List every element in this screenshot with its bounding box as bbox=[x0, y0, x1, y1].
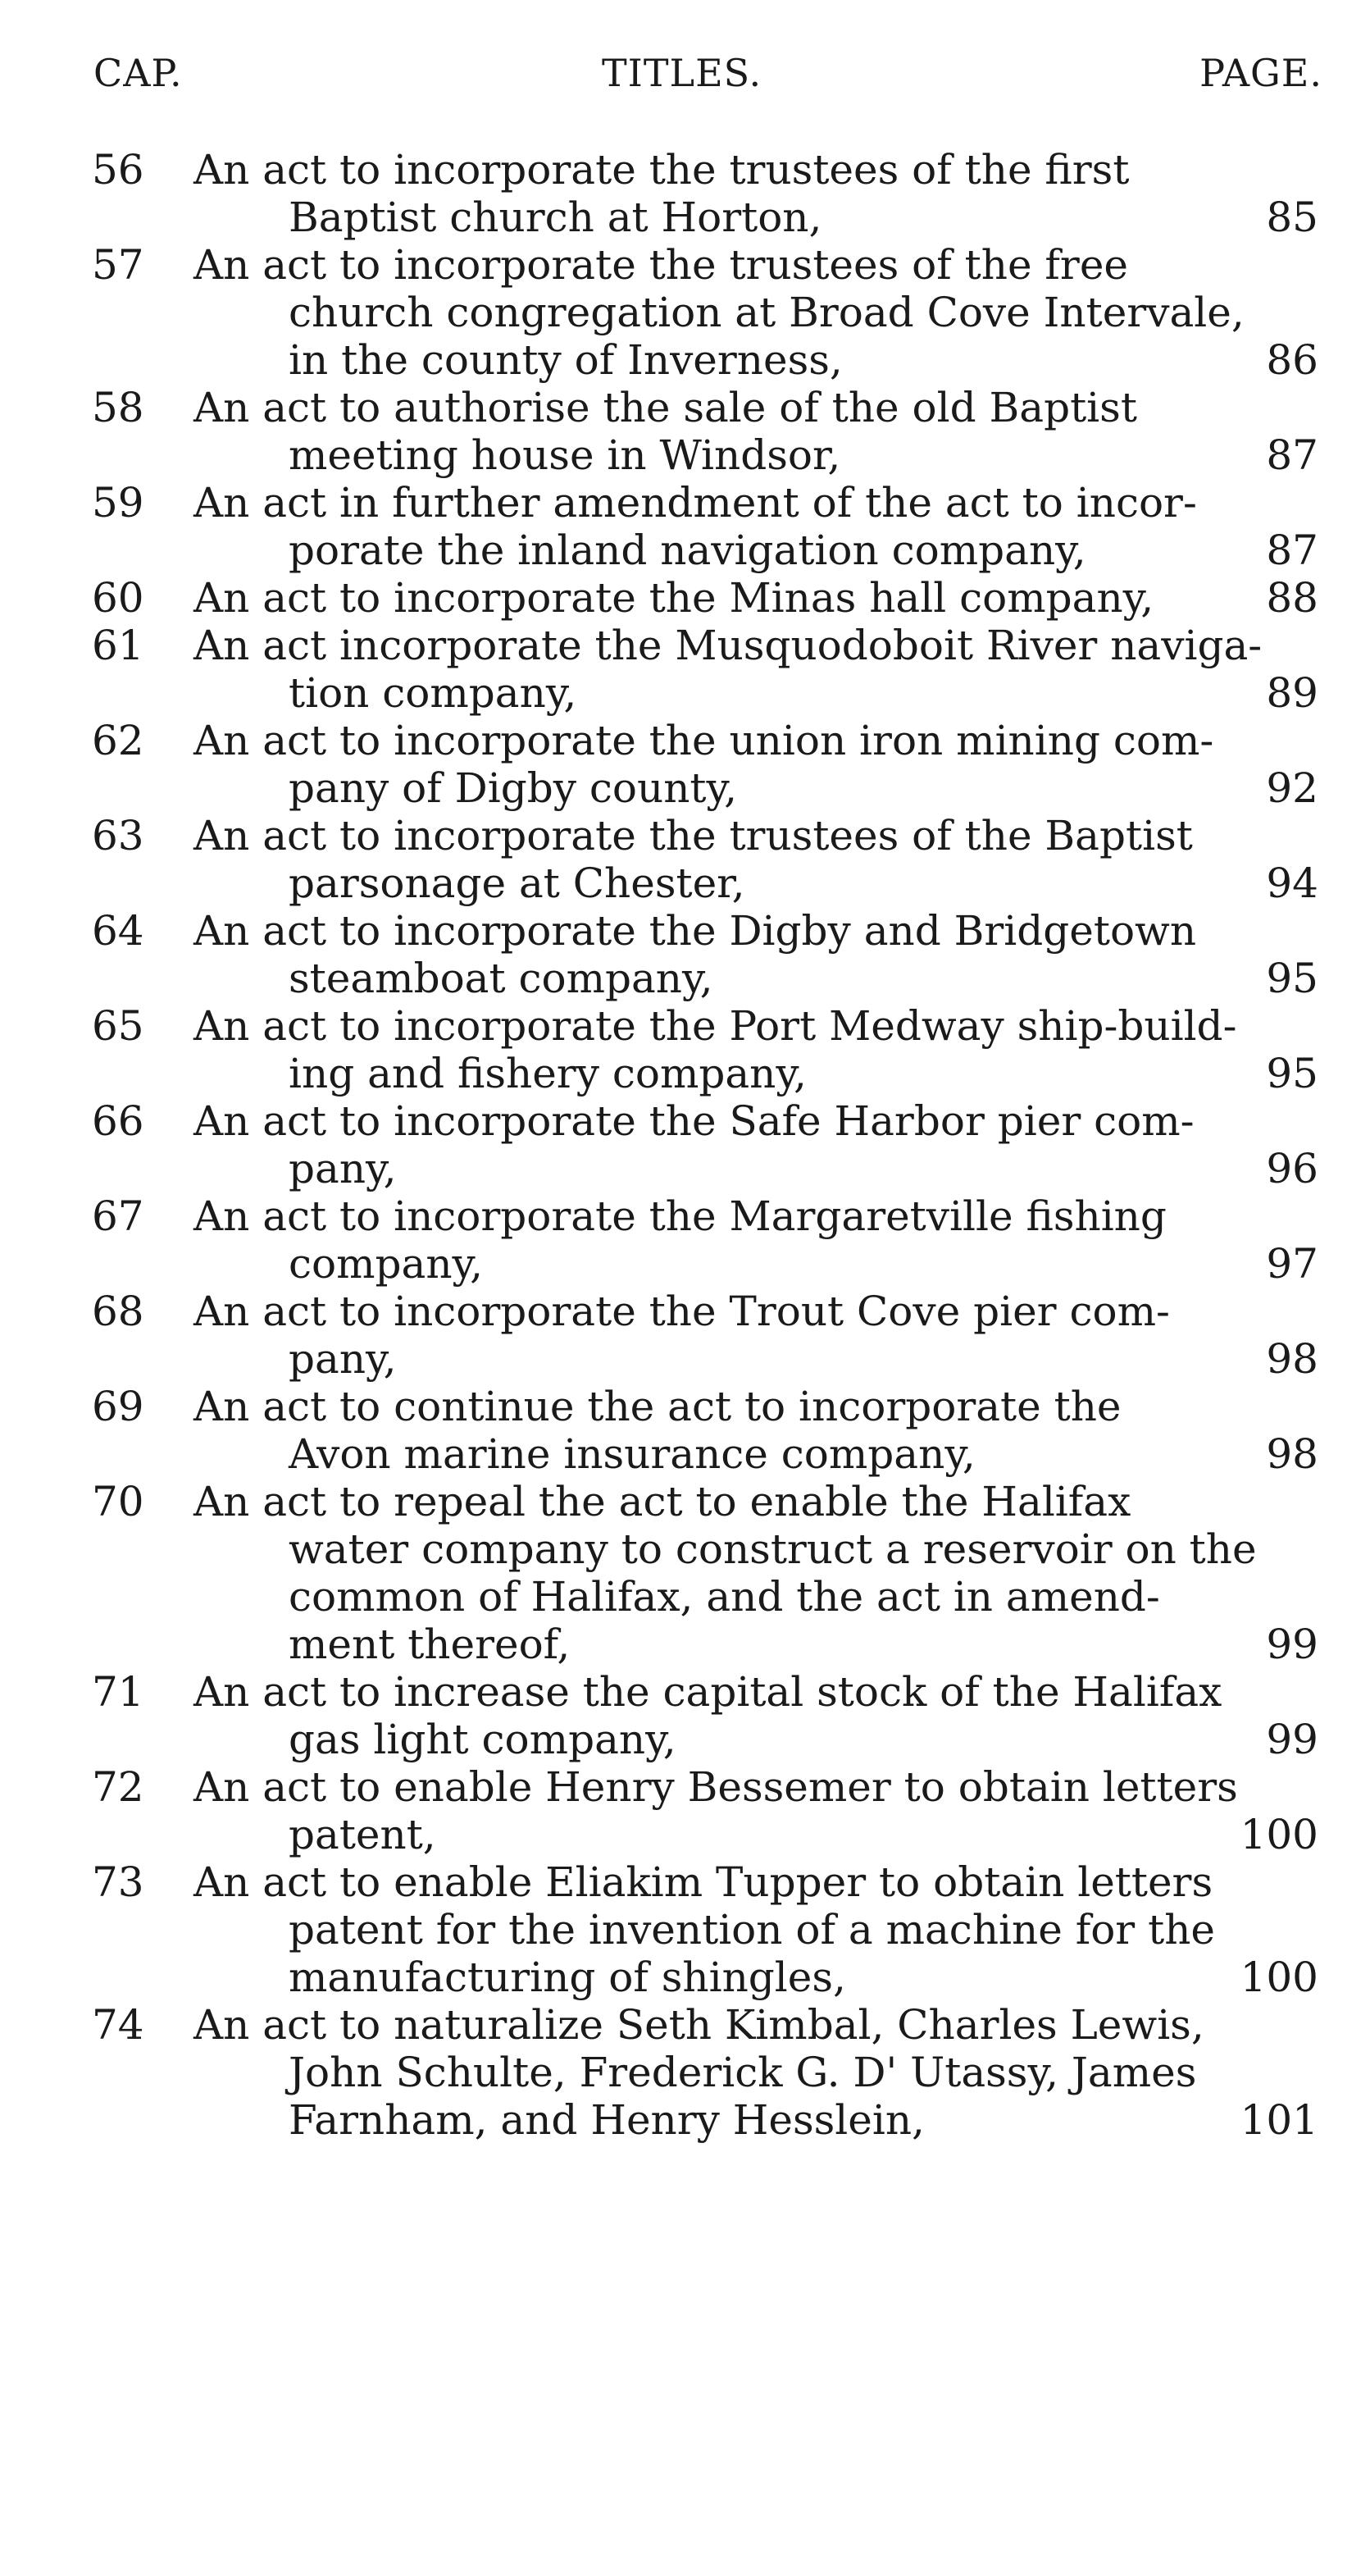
cap-number: 60 bbox=[92, 574, 144, 622]
title-line: company, bbox=[289, 1240, 484, 1288]
cap-number: 57 bbox=[92, 241, 144, 289]
title-line: An act to incorporate the Minas hall company, bbox=[193, 574, 1154, 622]
act-title bbox=[193, 1383, 1186, 1478]
list-item bbox=[89, 1858, 1318, 2001]
cap-number: 65 bbox=[92, 1002, 144, 1050]
list-item bbox=[89, 1383, 1318, 1478]
title-line: porate the inland navigation company, bbox=[289, 527, 1086, 574]
page-number: 98 bbox=[1266, 1430, 1318, 1478]
table-header bbox=[93, 51, 1322, 108]
page-number: 87 bbox=[1266, 527, 1318, 574]
list-item bbox=[89, 479, 1318, 574]
act-title bbox=[193, 1192, 1186, 1288]
cap-number: 58 bbox=[92, 384, 144, 431]
page-number: 99 bbox=[1266, 1621, 1318, 1668]
title-line: ment thereof, bbox=[289, 1621, 571, 1668]
title-line: patent for the invention of a machine for the bbox=[289, 1906, 1215, 1954]
title-line: An act to continue the act to incorporate the bbox=[193, 1383, 1122, 1430]
list-item bbox=[89, 241, 1318, 384]
title-line: An act in further amendment of the act to incor- bbox=[193, 479, 1197, 527]
title-line: pany, bbox=[289, 1145, 397, 1192]
act-title bbox=[193, 1858, 1215, 2001]
cap-number: 63 bbox=[92, 812, 144, 859]
list-item bbox=[89, 1763, 1318, 1858]
act-title bbox=[193, 622, 1263, 717]
cap-number: 59 bbox=[92, 479, 144, 527]
title-line: ing and fishery company, bbox=[289, 1050, 807, 1097]
title-line: common of Halifax, and the act in amend- bbox=[289, 1573, 1160, 1621]
header-page: PAGE. bbox=[1199, 51, 1322, 95]
act-title bbox=[193, 146, 1186, 241]
title-line: An act to incorporate the trustees of the free bbox=[193, 241, 1129, 289]
page-number: 100 bbox=[1240, 1954, 1318, 2001]
title-line: steamboat company, bbox=[289, 955, 713, 1002]
list-item bbox=[89, 1668, 1318, 1763]
cap-number: 71 bbox=[92, 1668, 144, 1716]
title-line: pany, bbox=[289, 1335, 397, 1383]
page-number: 94 bbox=[1266, 859, 1318, 907]
list-item bbox=[89, 146, 1318, 241]
cap-number: 67 bbox=[92, 1192, 144, 1240]
cap-number: 72 bbox=[92, 1763, 144, 1811]
title-line: An act to increase the capital stock of the Halifax bbox=[193, 1668, 1222, 1716]
title-line: An act to incorporate the Port Medway ship-build- bbox=[193, 1002, 1237, 1050]
list-item bbox=[89, 1478, 1318, 1668]
page-number: 95 bbox=[1266, 955, 1318, 1002]
title-line: An act to enable Henry Bessemer to obtain letters bbox=[193, 1763, 1238, 1811]
act-title bbox=[193, 1288, 1186, 1383]
list-item bbox=[89, 1097, 1318, 1192]
title-line: pany of Digby county, bbox=[289, 764, 737, 812]
cap-number: 70 bbox=[92, 1478, 144, 1525]
cap-number: 56 bbox=[92, 146, 144, 194]
header-cap: CAP. bbox=[93, 51, 183, 95]
page-number: 99 bbox=[1266, 1716, 1318, 1763]
title-line: An act to repeal the act to enable the Halifax bbox=[193, 1478, 1131, 1525]
page-number: 101 bbox=[1240, 2096, 1318, 2144]
title-line: An act to incorporate the Trout Cove pier com- bbox=[193, 1288, 1170, 1335]
act-title bbox=[193, 812, 1193, 907]
page-number: 86 bbox=[1266, 336, 1318, 384]
cap-number: 73 bbox=[92, 1858, 144, 1906]
title-line: An act to incorporate the trustees of the first bbox=[193, 146, 1130, 194]
page-number: 85 bbox=[1266, 194, 1318, 241]
title-line: An act to authorise the sale of the old Baptist bbox=[193, 384, 1137, 431]
entries-list bbox=[89, 146, 1318, 2144]
title-line: water company to construct a reservoir on the bbox=[289, 1525, 1257, 1573]
list-item bbox=[89, 1288, 1318, 1383]
cap-number: 64 bbox=[92, 907, 144, 955]
title-line: manufacturing of shingles, bbox=[289, 1954, 846, 2001]
header-titles: TITLES. bbox=[602, 51, 762, 95]
act-title bbox=[193, 2001, 1204, 2144]
page-number: 100 bbox=[1240, 1811, 1318, 1858]
page-number: 89 bbox=[1266, 669, 1318, 717]
title-line: in the county of Inverness, bbox=[289, 336, 843, 384]
page-number: 88 bbox=[1266, 574, 1318, 622]
cap-number: 74 bbox=[92, 2001, 144, 2049]
title-line: gas light company, bbox=[289, 1716, 676, 1763]
title-line: An act to enable Eliakim Tupper to obtain letters bbox=[193, 1858, 1213, 1906]
title-line: An act to incorporate the union iron mining com- bbox=[193, 717, 1214, 764]
act-title bbox=[193, 1763, 1238, 1858]
act-title bbox=[193, 384, 1186, 479]
act-title bbox=[193, 1002, 1237, 1097]
page-number: 98 bbox=[1266, 1335, 1318, 1383]
cap-number: 69 bbox=[92, 1383, 144, 1430]
title-line: church congregation at Broad Cove Intervale, bbox=[289, 289, 1245, 336]
act-title bbox=[193, 717, 1214, 812]
page-number: 97 bbox=[1266, 1240, 1318, 1288]
list-item bbox=[89, 384, 1318, 479]
page-number: 92 bbox=[1266, 764, 1318, 812]
title-line: An act to incorporate the Digby and Bridgetown bbox=[193, 907, 1197, 955]
title-line: Baptist church at Horton, bbox=[289, 194, 822, 241]
page-number: 95 bbox=[1266, 1050, 1318, 1097]
list-item bbox=[89, 717, 1318, 812]
cap-number: 62 bbox=[92, 717, 144, 764]
title-line: An act incorporate the Musquodoboit River naviga- bbox=[193, 622, 1263, 669]
title-line: An act to incorporate the trustees of the Baptist bbox=[193, 812, 1193, 859]
list-item bbox=[89, 2001, 1318, 2144]
title-line: John Schulte, Frederick G. D' Utassy, James bbox=[289, 2049, 1197, 2096]
cap-number: 66 bbox=[92, 1097, 144, 1145]
title-line: An act to incorporate the Margaretville fishing bbox=[193, 1192, 1167, 1240]
act-title bbox=[193, 1478, 1257, 1668]
act-title bbox=[193, 1097, 1195, 1192]
title-line: An act to incorporate the Safe Harbor pier com- bbox=[193, 1097, 1195, 1145]
list-item bbox=[89, 574, 1318, 622]
list-item bbox=[89, 1192, 1318, 1288]
act-title bbox=[193, 479, 1197, 574]
title-line: Avon marine insurance company, bbox=[289, 1430, 976, 1478]
cap-number: 61 bbox=[92, 622, 144, 669]
act-title bbox=[193, 574, 1186, 622]
cap-number: 68 bbox=[92, 1288, 144, 1335]
title-line: Farnham, and Henry Hesslein, bbox=[289, 2096, 925, 2144]
title-line: An act to naturalize Seth Kimbal, Charles Lewis, bbox=[193, 2001, 1204, 2049]
act-title bbox=[193, 1668, 1222, 1763]
act-title bbox=[193, 241, 1245, 384]
page-number: 87 bbox=[1266, 431, 1318, 479]
act-title bbox=[193, 907, 1197, 1002]
title-line: parsonage at Chester, bbox=[289, 859, 745, 907]
title-line: meeting house in Windsor, bbox=[289, 431, 841, 479]
page-number: 96 bbox=[1266, 1145, 1318, 1192]
title-line: tion company, bbox=[289, 669, 577, 717]
list-item bbox=[89, 622, 1318, 717]
title-line: patent, bbox=[289, 1811, 436, 1858]
list-item bbox=[89, 812, 1318, 907]
list-item bbox=[89, 1002, 1318, 1097]
list-item bbox=[89, 907, 1318, 1002]
